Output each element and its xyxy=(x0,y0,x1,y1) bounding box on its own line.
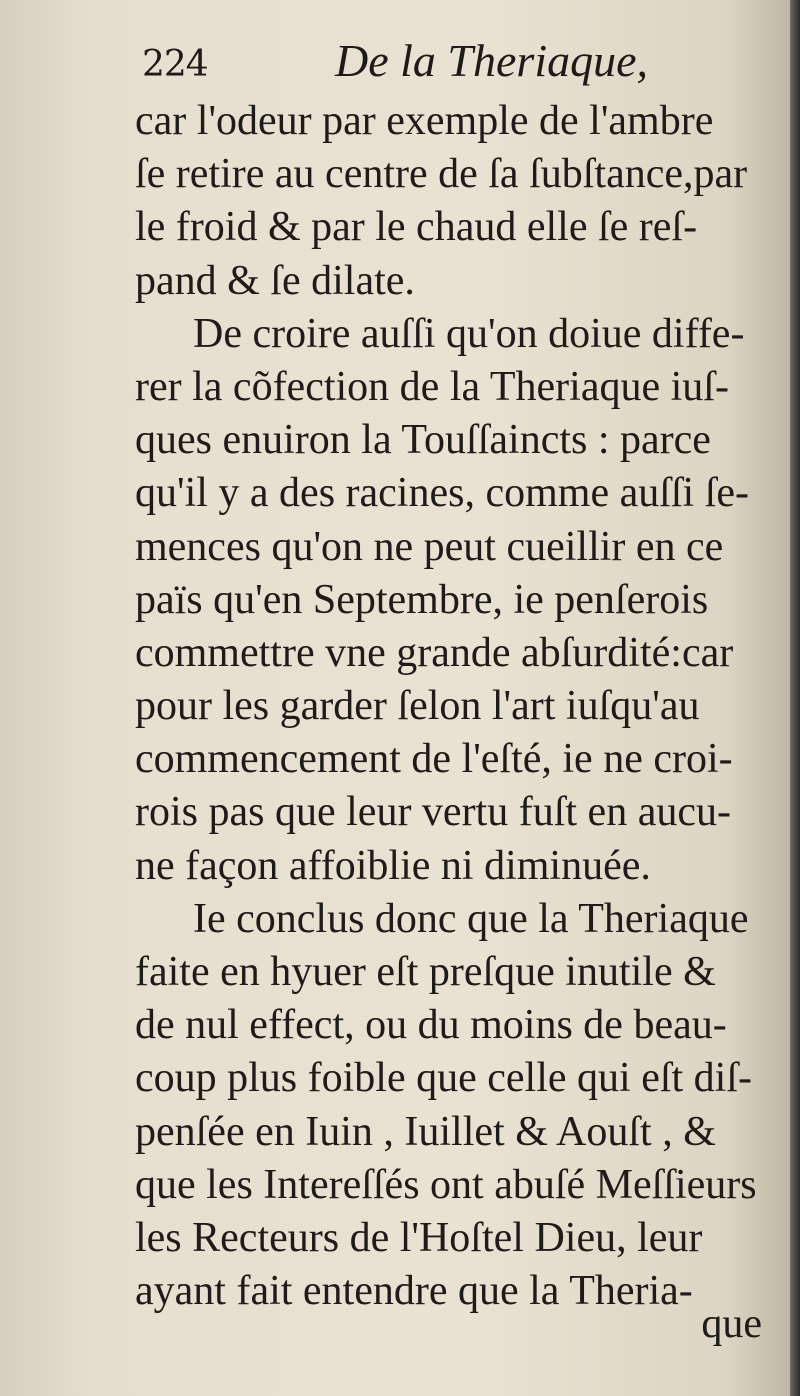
text-line: car l'odeur par exemple de l'ambre xyxy=(135,98,714,144)
text-line: les Recteurs de l'Hoſtel Dieu, leur xyxy=(135,1214,703,1261)
text-line: commencement de l'eſté, ie ne croi- xyxy=(135,736,733,783)
text-line: qu'il y a des racines, comme auſſi ſe- xyxy=(135,470,750,517)
text-line: faite en hyuer eſt preſque inutile & xyxy=(135,949,716,995)
text-line: pour les garder ſelon l'art iuſqu'au xyxy=(135,683,700,730)
text-line: de nul effect, ou du moins de beau- xyxy=(135,1002,727,1049)
paragraph-start-line: Ie conclus donc que la Theriaque xyxy=(193,895,749,942)
text-line: pand & ſe dilate. xyxy=(135,257,415,304)
page-number: 224 xyxy=(142,44,208,85)
text-line: ques enuiron la Touſſaincts : parce xyxy=(135,417,711,464)
running-title: De la Theriaque, xyxy=(335,35,649,86)
text-line: rois pas que leur vertu fuſt en aucu- xyxy=(135,789,731,836)
paragraph-start-line: De croire auſſi qu'on doiue diffe- xyxy=(193,310,745,357)
text-line: le froid & par le chaud elle ſe reſ- xyxy=(135,204,698,251)
text-line: coup plus foible que celle qui eſt diſ- xyxy=(135,1055,752,1102)
catchword: que xyxy=(701,1301,762,1347)
text-line: commettre vne grande abſurdité:car xyxy=(135,629,734,676)
text-line: mences qu'on ne peut cueillir en ce xyxy=(135,523,724,570)
text-line: païs qu'en Septembre, ie penſerois xyxy=(135,576,709,623)
text-line: ſe retire au centre de ſa ſubſtance,par xyxy=(135,151,748,198)
text-line: rer la cõfection de la Theriaque iuſ- xyxy=(135,363,729,410)
text-line: ne façon affoiblie ni diminuée. xyxy=(135,842,651,889)
text-line: penſée en Iuin , Iuillet & Aouſt , & xyxy=(135,1108,716,1155)
book-gutter xyxy=(790,0,800,1396)
page-header xyxy=(130,34,750,94)
text-line: que les Intereſſés ont abuſé Meſſieurs xyxy=(135,1161,757,1208)
body-text xyxy=(135,95,785,1318)
text-line: ayant fait entendre que la Theria- xyxy=(135,1268,693,1315)
